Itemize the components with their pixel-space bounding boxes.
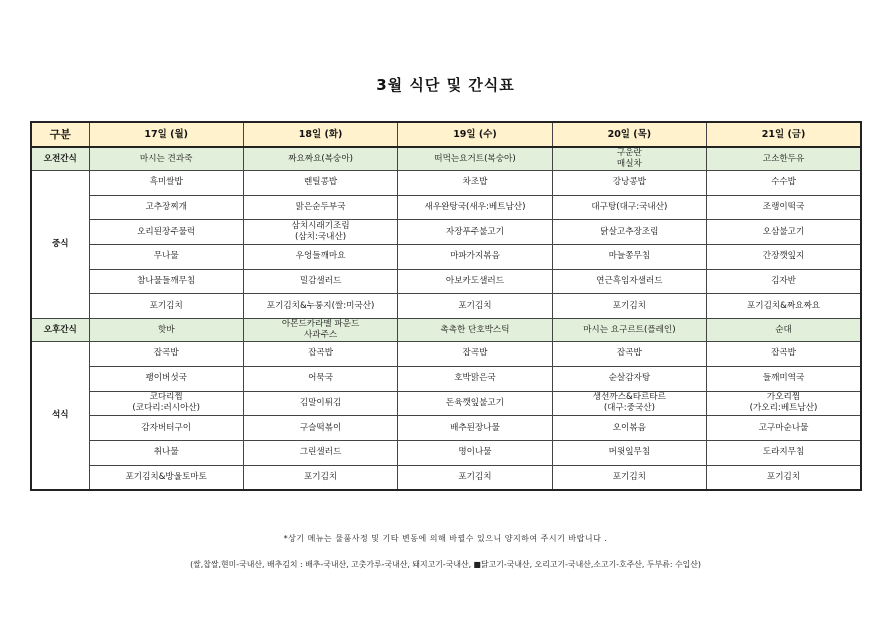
- menu-cell: 떠먹는요거트(복숭아): [398, 147, 552, 171]
- cell-line: 생선까스&타르타르: [592, 392, 666, 403]
- notice-text: *상기 메뉴는 물품사정 및 기타 변동에 의해 바뀔수 있으니 양지하여 주시기 바랍니다 .: [283, 534, 608, 543]
- lunch-row: [31, 171, 861, 196]
- cell-line: 매실차: [616, 159, 642, 169]
- menu-cell: 간장깻잎지: [707, 245, 861, 270]
- dinner-row: [31, 440, 861, 465]
- header-category: 구분: [31, 122, 89, 147]
- dinner-label: 석식: [31, 342, 89, 491]
- menu-cell: 고구마순나물: [707, 416, 861, 441]
- lunch-row: [31, 269, 861, 294]
- lunch-row: [31, 220, 861, 245]
- menu-cell: 포기김치: [398, 294, 552, 319]
- menu-cell: 마시는 요구르트(플레인): [552, 319, 706, 342]
- menu-cell: 짜요짜요(복숭아): [243, 147, 397, 171]
- cell-line: (코다리:러시아산): [132, 403, 201, 414]
- menu-cell: 감자버터구이: [89, 416, 243, 441]
- menu-cell: 고추장찌개: [89, 195, 243, 220]
- menu-cell: 들깨미역국: [707, 366, 861, 391]
- menu-cell: 마늘쫑무침: [552, 245, 706, 270]
- menu-cell: 포기김치: [398, 465, 552, 490]
- menu-cell: 포기김치: [552, 294, 706, 319]
- menu-cell: 참나물들깨무침: [89, 269, 243, 294]
- menu-cell: 닭살고추장조림: [552, 220, 706, 245]
- menu-cell: 아보카도샐러드: [398, 269, 552, 294]
- lunch-row: [31, 294, 861, 319]
- menu-cell: 포기김치: [89, 294, 243, 319]
- dinner-row: [31, 416, 861, 441]
- menu-cell: 새우완탕국(새우:베트남산): [398, 195, 552, 220]
- afternoon-snack-label: 오후간식: [31, 319, 89, 342]
- menu-cell: [243, 220, 397, 245]
- menu-cell: 무나물: [89, 245, 243, 270]
- cell-line: 가오리찜: [766, 392, 801, 403]
- menu-cell: 취나물: [89, 440, 243, 465]
- menu-cell: 순대: [707, 319, 861, 342]
- cell-line: 사과주스: [303, 330, 338, 341]
- menu-cell: 마시는 견과죽: [89, 147, 243, 171]
- menu-cell: 자장푸주불고기: [398, 220, 552, 245]
- lunch-label: 중식: [31, 171, 89, 319]
- lunch-row: [31, 245, 861, 270]
- menu-cell: 어묵국: [243, 366, 397, 391]
- menu-cell: 우엉들깨마요: [243, 245, 397, 270]
- menu-cell: 고소한두유: [707, 147, 861, 171]
- menu-cell: 명이나물: [398, 440, 552, 465]
- menu-cell: 강낭콩밥: [552, 171, 706, 196]
- menu-cell: 포기김치&짜요짜요: [707, 294, 861, 319]
- header-day: 18일 (화): [243, 122, 397, 147]
- lunch-row: [31, 195, 861, 220]
- menu-cell: 포기김치&방울토마토: [89, 465, 243, 490]
- menu-cell: 배추된장나물: [398, 416, 552, 441]
- menu-cell: 그린샐러드: [243, 440, 397, 465]
- menu-cell: 김말이튀김: [243, 391, 397, 416]
- menu-cell: 오삼불고기: [707, 220, 861, 245]
- menu-cell: [552, 147, 706, 171]
- menu-cell: 연근흑임자샐러드: [552, 269, 706, 294]
- menu-cell: [243, 319, 397, 342]
- dinner-row: [31, 342, 861, 367]
- origin-info-text: (쌀,찹쌀,현미-국내산, 배추김치 : 배추-국내산, 고춧가루-국내산, 돼지고기-국내산, ■닭고기-국내산, 오리고기-국내산,소고기-호주산, 두부류: 수입산): [190, 560, 701, 569]
- menu-cell: [552, 391, 706, 416]
- menu-cell: 김자반: [707, 269, 861, 294]
- cell-line: 코다리찜: [149, 392, 183, 403]
- cell-line: (삼치:국내산): [295, 232, 347, 243]
- dinner-row: [31, 465, 861, 490]
- menu-cell: 밀감샐러드: [243, 269, 397, 294]
- menu-cell: 조랭이떡국: [707, 195, 861, 220]
- menu-cell: 잡곡밥: [243, 342, 397, 367]
- menu-cell: 촉촉한 단호박스틱: [398, 319, 552, 342]
- menu-cell: 돈육깻잎불고기: [398, 391, 552, 416]
- menu-cell: [707, 391, 861, 416]
- cell-line: (대구:중국산): [603, 403, 655, 414]
- menu-cell: 차조밥: [398, 171, 552, 196]
- cell-line: 구운란: [616, 148, 642, 158]
- cell-line: 삼치시래기조림: [291, 221, 350, 232]
- menu-cell: 포기김치: [707, 465, 861, 490]
- menu-cell: 포기김치&누룽지(쌀:미국산): [243, 294, 397, 319]
- cell-line: (가오리:베트남산): [749, 403, 818, 414]
- page-title: 3월 식단 및 간식표: [376, 76, 515, 94]
- morning-snack-label: 오전간식: [31, 147, 89, 171]
- menu-cell: 마파가지볶음: [398, 245, 552, 270]
- menu-cell: 수수밥: [707, 171, 861, 196]
- table-body: [31, 122, 861, 490]
- menu-cell: 오리된장주물럭: [89, 220, 243, 245]
- menu-cell: 순살감자탕: [552, 366, 706, 391]
- dinner-row: [31, 391, 861, 416]
- menu-cell: 흑미쌀밥: [89, 171, 243, 196]
- header-day: 21일 (금): [707, 122, 861, 147]
- menu-cell: 렌틸콩밥: [243, 171, 397, 196]
- morning-snack-row: [31, 147, 861, 171]
- menu-cell: 오이볶음: [552, 416, 706, 441]
- menu-cell: 잡곡밥: [398, 342, 552, 367]
- menu-cell: 대구탕(대구:국내산): [552, 195, 706, 220]
- menu-cell: 머윗잎무침: [552, 440, 706, 465]
- menu-cell: 도라지무침: [707, 440, 861, 465]
- menu-cell: 포기김치: [552, 465, 706, 490]
- header-day: 19일 (수): [398, 122, 552, 147]
- menu-cell: 팽이버섯국: [89, 366, 243, 391]
- menu-cell: 포기김치: [243, 465, 397, 490]
- header-day: 20일 (목): [552, 122, 706, 147]
- menu-cell: 호박맑은국: [398, 366, 552, 391]
- menu-cell: 잡곡밥: [89, 342, 243, 367]
- header-row: [31, 122, 861, 147]
- menu-cell: 핫바: [89, 319, 243, 342]
- menu-cell: 잡곡밥: [552, 342, 706, 367]
- header-day: 17일 (월): [89, 122, 243, 147]
- menu-cell: [89, 391, 243, 416]
- menu-cell: 구슬떡볶이: [243, 416, 397, 441]
- cell-line: 아몬드카라멜 파운드: [281, 319, 360, 330]
- afternoon-snack-row: [31, 319, 861, 342]
- meal-schedule-table: [30, 121, 862, 491]
- menu-cell: 맑은순두부국: [243, 195, 397, 220]
- dinner-row: [31, 366, 861, 391]
- menu-cell: 잡곡밥: [707, 342, 861, 367]
